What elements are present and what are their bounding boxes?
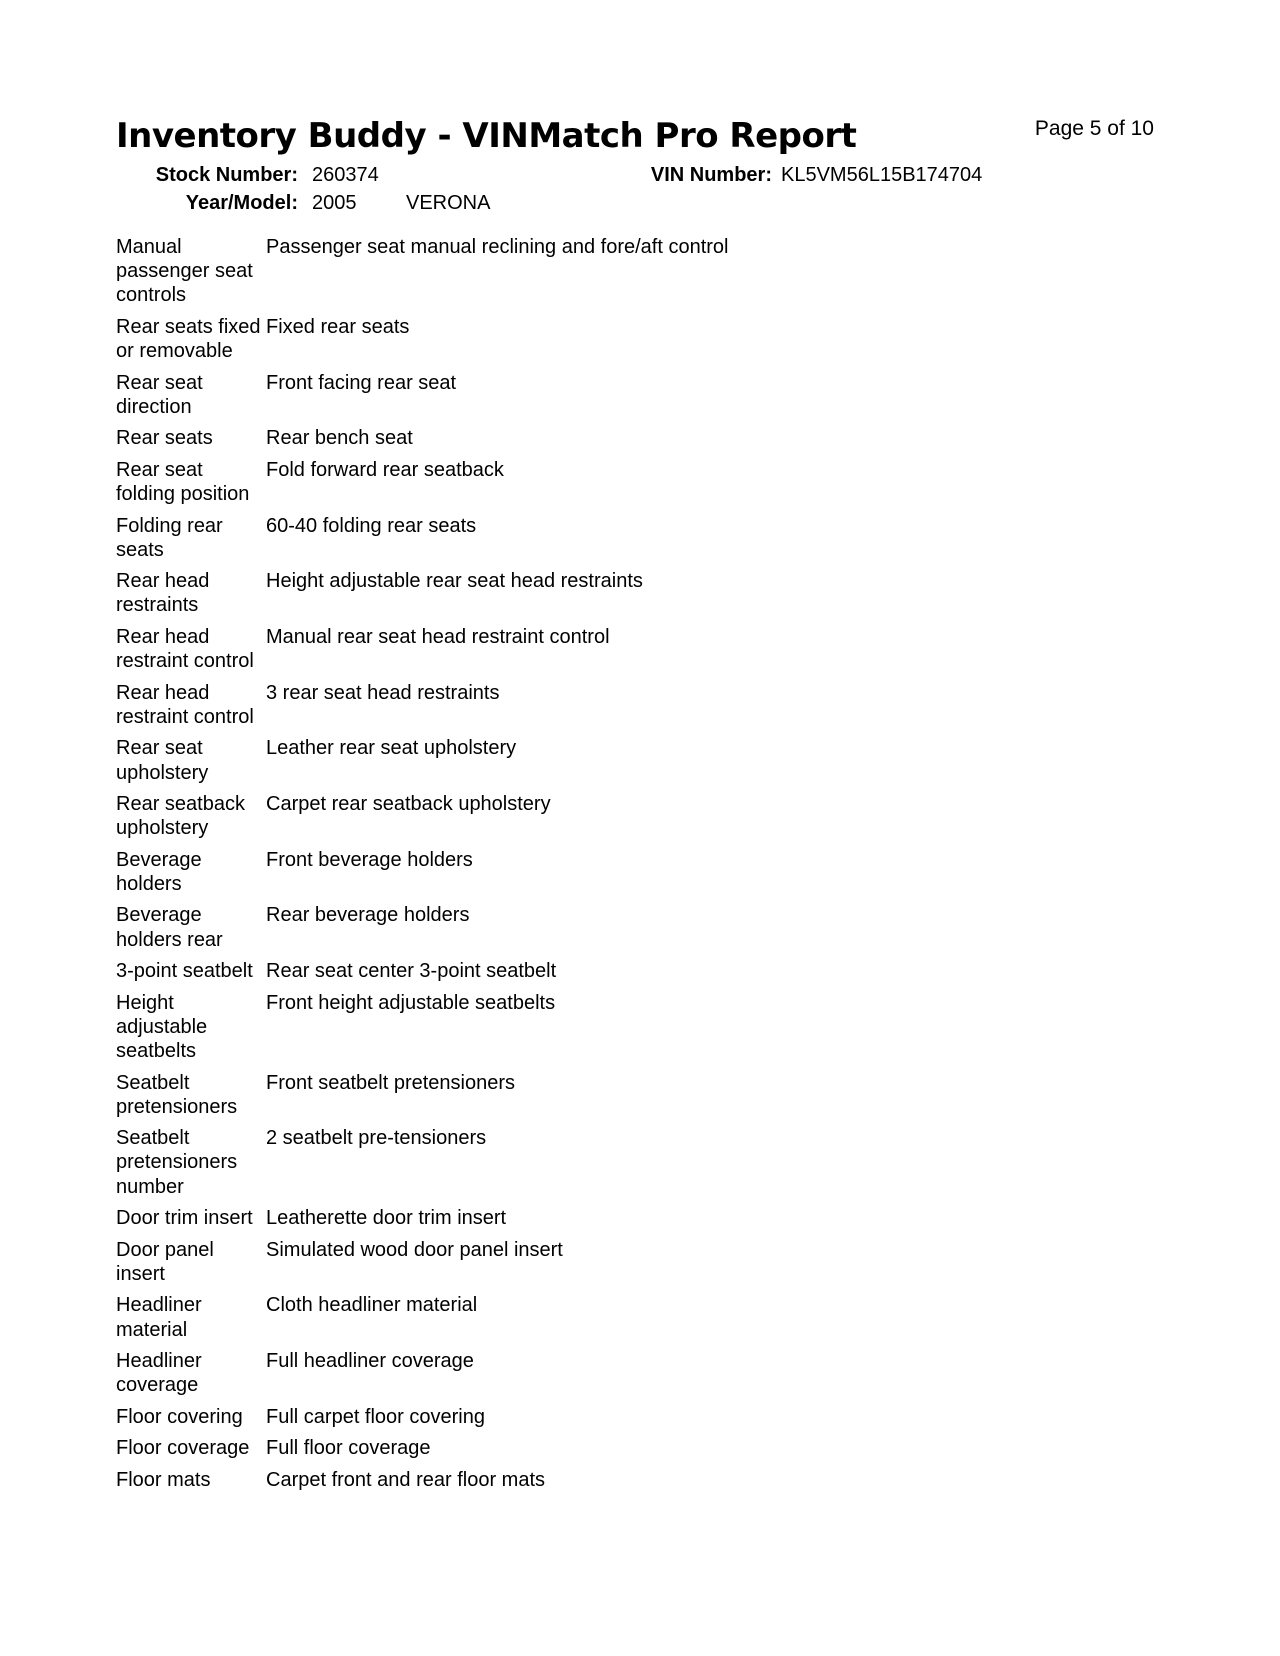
stock-number-label: Stock Number:: [155, 164, 298, 186]
spec-value: Front beverage holders: [266, 848, 473, 871]
spec-row: [116, 1405, 1016, 1429]
spec-value: Full carpet floor covering: [266, 1405, 485, 1428]
vin-number-value: KL5VM56L15B174704: [781, 164, 983, 186]
spec-row: [116, 1436, 1016, 1460]
spec-row: [116, 903, 1016, 951]
spec-label: Rear head restraints: [116, 570, 210, 617]
spec-value: Full headliner coverage: [266, 1350, 474, 1373]
spec-value: Manual rear seat head restraint control: [266, 625, 610, 648]
spec-value: Front seatbelt pretensioners: [266, 1071, 516, 1094]
spec-row: [116, 959, 1016, 983]
spec-label: Door panel insert: [116, 1238, 214, 1285]
page-number: Page 5 of 10: [1034, 117, 1154, 140]
spec-label: Manual passenger seat controls: [116, 236, 253, 307]
spec-row: [116, 848, 1016, 896]
spec-label: Seatbelt pretensioners: [116, 1071, 238, 1118]
spec-value: Fold forward rear seatback: [266, 458, 504, 481]
spec-value: Front facing rear seat: [266, 371, 457, 394]
spec-label: Rear seat folding position: [116, 458, 250, 506]
spec-row: [116, 625, 1016, 673]
spec-label: Door trim insert: [116, 1207, 253, 1230]
spec-label: Seatbelt pretensioners number: [116, 1127, 238, 1198]
spec-row: [116, 1238, 1016, 1286]
vin-number-label: VIN Number:: [650, 164, 772, 186]
spec-value: Height adjustable rear seat head restraints: [266, 570, 643, 593]
spec-value: Front height adjustable seatbelts: [266, 991, 556, 1014]
spec-row: [116, 1126, 1016, 1199]
spec-row: [116, 458, 1016, 506]
spec-row: [116, 792, 1016, 840]
spec-value: Leatherette door trim insert: [266, 1207, 507, 1230]
spec-label: Headliner coverage: [116, 1350, 202, 1397]
model-value: VERONA: [406, 192, 491, 214]
spec-list: [116, 235, 1016, 1499]
spec-row: [116, 315, 1016, 363]
spec-label: Rear seat upholstery: [116, 737, 209, 784]
year-model-label: Year/Model:: [185, 192, 298, 214]
spec-row: [116, 1468, 1016, 1492]
spec-label: Floor covering: [116, 1405, 243, 1428]
spec-value: Carpet front and rear floor mats: [266, 1468, 546, 1491]
spec-row: [116, 1293, 1016, 1341]
spec-label: Beverage holders: [116, 848, 202, 895]
spec-row: [116, 235, 1016, 308]
spec-row: [116, 1071, 1016, 1119]
spec-row: [116, 681, 1016, 729]
spec-label: Folding rear seats: [116, 514, 223, 561]
spec-label: Floor coverage: [116, 1437, 250, 1460]
spec-label: Beverage holders rear: [116, 904, 223, 951]
spec-value: Fixed rear seats: [266, 315, 410, 338]
stock-number-value: 260374: [312, 164, 379, 186]
spec-value: Carpet rear seatback upholstery: [266, 793, 551, 816]
spec-row: [116, 514, 1016, 562]
spec-value: Simulated wood door panel insert: [266, 1238, 563, 1261]
spec-label: Rear head restraint control: [116, 681, 254, 728]
spec-value: 60-40 folding rear seats: [266, 514, 477, 537]
spec-value: Rear seat center 3-point seatbelt: [266, 960, 557, 983]
spec-value: Passenger seat manual reclining and fore/aft control: [266, 236, 729, 258]
spec-value: 2 seatbelt pre-tensioners: [266, 1127, 487, 1150]
spec-value: Rear beverage holders: [266, 904, 470, 927]
spec-row: [116, 991, 1016, 1064]
spec-value: Leather rear seat upholstery: [266, 737, 517, 760]
spec-label: Headliner material: [116, 1294, 202, 1341]
spec-value: Full floor coverage: [266, 1437, 431, 1460]
spec-label: Rear seat direction: [116, 371, 203, 418]
spec-label: Rear seatback upholstery: [116, 793, 245, 840]
spec-label: 3-point seatbelt: [116, 960, 253, 983]
spec-value: 3 rear seat head restraints: [266, 681, 500, 704]
spec-row: [116, 426, 1016, 450]
spec-row: [116, 569, 1016, 617]
spec-label: Rear seats fixed or removable: [116, 315, 261, 363]
spec-row: [116, 371, 1016, 419]
spec-label: Rear head restraint control: [116, 625, 254, 673]
spec-label: Height adjustable seatbelts: [116, 991, 208, 1063]
year-value: 2005: [312, 192, 357, 214]
spec-value: Cloth headliner material: [266, 1294, 478, 1317]
spec-row: [116, 736, 1016, 784]
spec-label: Floor mats: [116, 1468, 211, 1491]
spec-value: Rear bench seat: [266, 427, 413, 450]
report-title: Inventory Buddy - VINMatch Pro Report: [116, 116, 857, 156]
spec-label: Rear seats: [116, 427, 213, 450]
spec-row: [116, 1349, 1016, 1397]
spec-row: [116, 1206, 1016, 1230]
